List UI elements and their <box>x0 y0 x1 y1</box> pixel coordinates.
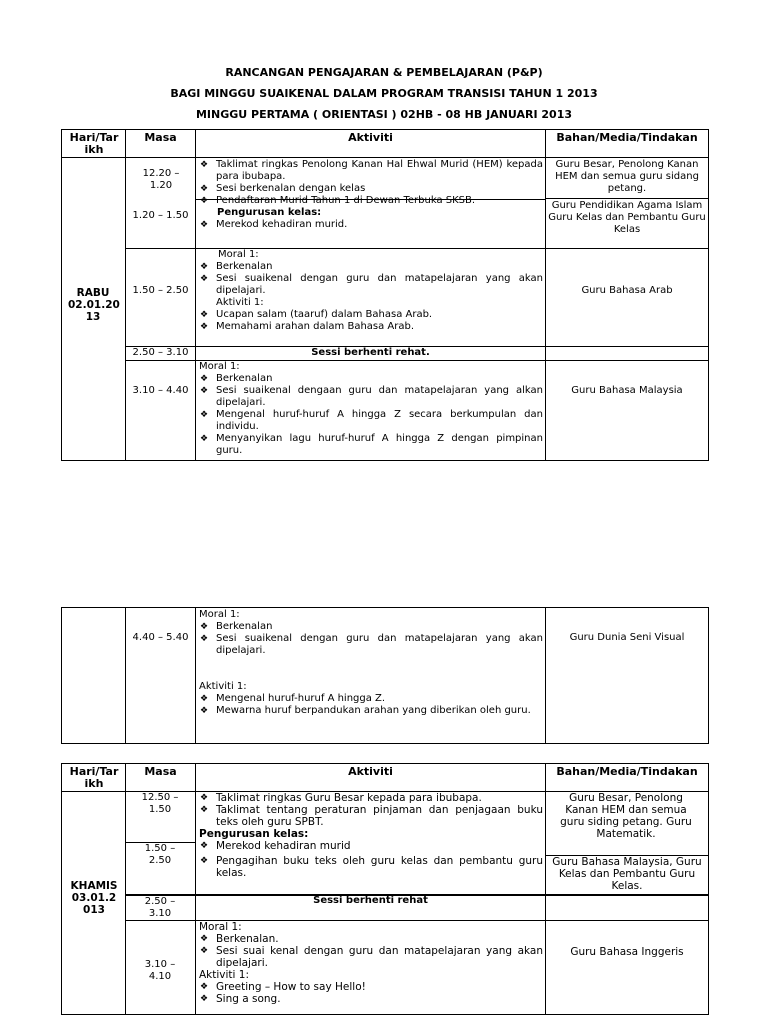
day-khamis: KHAMIS 03.01.2 013 <box>70 880 118 916</box>
moral-heading: Moral 1: <box>199 609 240 620</box>
masa-1220: 12.20 – 1.20 <box>142 168 180 191</box>
bahan-rabu-2: Guru Bahasa Arab <box>581 285 673 296</box>
header-masa: Masa <box>144 131 177 144</box>
moral-heading: Moral 1: <box>218 249 259 260</box>
aktiviti-rabu-2 <box>199 249 543 333</box>
aktiviti-heading: Aktiviti 1: <box>199 969 250 981</box>
moral-heading: Moral 1: <box>199 921 242 933</box>
list-item: ❖ Sesi suaikenal dengan guru dan matapelajaran yang akan dipelajari. <box>199 273 543 297</box>
bahan-khamis-1b: Guru Bahasa Malaysia, Guru Kelas dan Pembantu Guru Kelas. <box>552 856 702 892</box>
bahan-khamis-1a: Guru Besar, Penolong Kanan HEM dan semua guru siding petang. Guru Matematik. <box>560 792 692 840</box>
list-item: ❖ Sesi suaikenal dengaan guru dan matapelajaran yang alkan dipelajari. <box>199 385 543 409</box>
masa-440: 4.40 – 5.40 <box>132 632 189 643</box>
moral-heading: Moral 1: <box>199 361 240 372</box>
masa-250b: 2.50 – 3.10 <box>144 896 176 919</box>
masa-250: 2.50 – 3.10 <box>132 347 189 358</box>
doc-subtitle: BAGI MINGGU SUAIKENAL DALAM PROGRAM TRANSISI TAHUN 1 2013 <box>170 87 598 100</box>
list-item: ❖ Taklimat tentang peraturan pinjaman dan penjagaan buku teks oleh guru SPBT. <box>199 804 543 828</box>
header-hari-tarikh: Hari/Tar ikh <box>69 765 119 790</box>
bahan-rabu-1b: Guru Pendidikan Agama Islam Guru Kelas dan Pembantu Guru Kelas <box>548 200 706 235</box>
rehat-rabu: Sessi berhenti rehat. <box>311 347 430 358</box>
list-item: ❖ Merekod kehadiran murid. <box>199 219 543 231</box>
list-item: ❖ Berkenalan <box>199 373 543 385</box>
list-item: ❖ Sesi suaikenal dengan guru dan matapelajaran yang akan dipelajari. <box>199 633 543 657</box>
header-bahan: Bahan/Media/Tindakan <box>556 131 698 144</box>
list-item: ❖ Memahami arahan dalam Bahasa Arab. <box>199 321 543 333</box>
list-item: ❖ Merekod kehadiran murid <box>199 840 543 852</box>
bahan-rabu-4: Guru Bahasa Malaysia <box>571 385 683 396</box>
bahan-rabu-1a: Guru Besar, Penolong Kanan HEM dan semua guru sidang petang. <box>555 159 699 194</box>
rabu-table-continued <box>61 607 709 744</box>
doc-week-title: MINGGU PERTAMA ( ORIENTASI ) 02HB - 08 HB JANUARI 2013 <box>195 108 573 121</box>
list-item: ❖ Taklimat ringkas Guru Besar kepada para ibubapa. <box>199 792 543 804</box>
list-item: ❖ Berkenalan <box>199 261 543 273</box>
aktiviti-rabu-4 <box>199 361 543 457</box>
aktiviti-rabu-1 <box>199 159 543 231</box>
aktiviti-khamis-1 <box>199 792 543 879</box>
masa-1250: 12.50 – 1.50 <box>141 792 179 815</box>
list-item: ❖ Sing a song. <box>199 993 543 1005</box>
list-item: ❖ Ucapan salam (taaruf) dalam Bahasa Arab. <box>199 309 543 321</box>
list-item: ❖ Sesi suai kenal dengan guru dan matapelajaran yang akan dipelajari. <box>199 945 543 969</box>
sub-heading: Pengurusan kelas: <box>217 207 322 218</box>
rehat-khamis: Sessi berhenti rehat <box>313 895 428 906</box>
header-aktiviti: Aktiviti <box>348 765 393 778</box>
masa-310: 3.10 – 4.40 <box>132 385 189 396</box>
masa-120: 1.20 – 1.50 <box>132 210 189 221</box>
list-item: ❖ Berkenalan. <box>199 933 543 945</box>
list-item: ❖ Greeting – How to say Hello! <box>199 981 543 993</box>
aktiviti-heading: Aktiviti 1: <box>199 681 247 692</box>
aktiviti-khamis-3 <box>199 921 543 1005</box>
masa-310b: 3.10 – 4.10 <box>144 959 176 982</box>
list-item: ❖ Pengagihan buku teks oleh guru kelas dan pembantu guru kelas. <box>199 855 543 879</box>
header-aktiviti: Aktiviti <box>348 131 393 144</box>
list-item: ❖ Mengenal huruf-huruf A hingga Z. <box>199 693 543 705</box>
header-masa: Masa <box>144 765 177 778</box>
rabu-table <box>61 129 709 461</box>
list-item: ❖ Mengenal huruf-huruf A hingga Z secara berkumpulan dan individu. <box>199 409 543 433</box>
doc-title: RANCANGAN PENGAJARAN & PEMBELAJARAN (P&P) <box>225 66 543 79</box>
khamis-table <box>61 763 709 1015</box>
list-item: ❖ Taklimat ringkas Penolong Kanan Hal Ehwal Murid (HEM) kepada para ibubapa. <box>199 159 543 183</box>
aktiviti-rabu-5 <box>199 609 543 717</box>
aktiviti-heading: Aktiviti 1: <box>216 297 264 308</box>
masa-150b: 1.50 – 2.50 <box>144 843 176 866</box>
list-item: ❖ Mewarna huruf berpandukan arahan yang diberikan oleh guru. <box>199 705 543 717</box>
masa-150: 1.50 – 2.50 <box>132 285 189 296</box>
bahan-khamis-3: Guru Bahasa Inggeris <box>570 946 684 958</box>
list-item: ❖ Sesi berkenalan dengan kelas <box>199 183 543 195</box>
bahan-rabu-5: Guru Dunia Seni Visual <box>569 632 685 643</box>
list-item: ❖ Pendaftaran Murid Tahun 1 di Dewan Terbuka SKSB. <box>199 195 543 207</box>
day-rabu: RABU 02.01.20 13 <box>68 287 120 323</box>
sub-heading: Pengurusan kelas: <box>199 828 309 840</box>
list-item: ❖ Menyanyikan lagu huruf-huruf A hingga Z dengan pimpinan guru. <box>199 433 543 457</box>
header-hari-tarikh: Hari/Tar ikh <box>69 131 119 156</box>
list-item: ❖ Berkenalan <box>199 621 543 633</box>
header-bahan: Bahan/Media/Tindakan <box>556 765 698 778</box>
